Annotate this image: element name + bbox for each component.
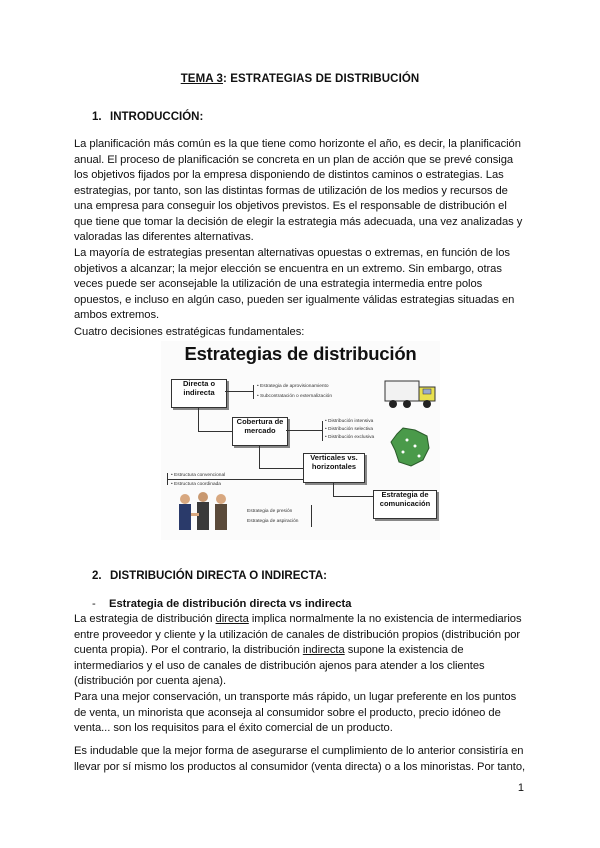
note-vertical-2: • Estructura coordinada xyxy=(171,482,221,487)
connector xyxy=(198,407,199,432)
connector xyxy=(259,445,260,469)
subheading-directa-indirecta: - Estrategia de distribución directa vs indirecta xyxy=(92,598,352,610)
note-cobertura-2: • Distribución selectiva xyxy=(325,427,374,432)
business-people-illustration xyxy=(175,491,231,535)
diagram-title: Estrategias de distribución xyxy=(184,343,417,364)
truck-illustration xyxy=(383,375,439,411)
note-directa-2: • Subcontratación o externalización xyxy=(257,394,333,399)
section-heading-introduccion: 1. INTRODUCCIÓN: xyxy=(92,111,204,123)
connector xyxy=(225,391,253,392)
intro-paragraph-3: Cuatro decisiones estratégicas fundamentales: xyxy=(74,326,305,338)
connector xyxy=(198,431,232,432)
france-map-illustration xyxy=(389,426,433,468)
box-verticales-horizontales: Verticales vs. horizontales xyxy=(303,453,365,483)
box-estrategia-comunicacion: Estrategia de comunicación xyxy=(373,490,437,519)
note-cobertura-3: • Distribución exclusiva xyxy=(325,435,375,440)
page-title: TEMA 3: ESTRATEGIAS DE DISTRIBUCIÓN xyxy=(180,73,420,85)
note-vertical-1: • Estructura convencional xyxy=(171,473,226,478)
note-comunicacion-1: Estrategia de presión xyxy=(247,509,293,514)
box-directa-indirecta: Directa o indirecta xyxy=(171,379,227,408)
intro-paragraph-1: La planificación más común es la que tiene como horizonte el año, es decir, la planificación anual. El proceso de planificación se concreta en un plan de acción que se prevé consiga los objetivos fijados por la empresa disponiendo de distintos caminos o estrategias. Las estrategias, por tanto, son las distintas formas de utilización de los medios y recursos de una empresa para conseguir los objetivos previstos. Es el responsable de distribución el que tiene que tomar la decisión de elegir la estrategia más adecuada, una vez analizadas y valoradas las diferentes alternativas. xyxy=(74,138,523,243)
connector xyxy=(286,430,322,431)
connector xyxy=(253,385,254,399)
connector xyxy=(322,421,323,441)
section2-paragraph-1: La estrategia de distribución directa implica normalmente la no existencia de intermediarios entre proveedor y cliente y la utilización de canales de distribución propios (distribución por cuenta propia). Por el contrario, la distribución indirecta supone la existencia de intermediarios y el uso de canales de distribución ajenos para atender a los clientes (distribución por cuenta ajena). xyxy=(74,613,522,687)
section-heading-distribucion: 2. DISTRIBUCIÓN DIRECTA O INDIRECTA: xyxy=(92,570,328,582)
section2-paragraph-3: Es indudable que la mejor forma de asegurarse el cumplimiento de lo anterior consistiría en llevar por sí mismo los productos al consumidor (venta directa) o a los minoristas. Por tanto, xyxy=(74,745,526,773)
connector xyxy=(333,496,373,497)
note-comunicacion-2: Estrategia de aspiración xyxy=(247,519,299,524)
section2-paragraph-2: Para una mejor conservación, un transporte más rápido, un lugar preferente en los puntos de venta, un minorista que aconseja al consumidor sobre el producto, precio idóneo de venta... son los requisitos para el éxito comercial de un producto. xyxy=(74,691,517,734)
intro-paragraph-2: La mayoría de estrategias presentan alternativas opuestas o extremas, en función de los objetivos a alcanzar; la mejor elección se encuentra en un extremo. Sin embargo, otras veces puede ser aconsejable la utilización de una estrategia intermedia entre polos opuestos, e incluso en algún caso, pueden ser igualmente válidas estrategias situadas en ambos extremos. xyxy=(74,247,515,321)
strategy-diagram xyxy=(161,341,440,540)
connector xyxy=(167,479,303,480)
note-cobertura-1: • Distribución intensiva xyxy=(325,419,374,424)
connector xyxy=(333,482,334,497)
box-cobertura-mercado: Cobertura de mercado xyxy=(232,417,288,446)
page-number: 1 xyxy=(517,782,524,794)
connector xyxy=(311,505,312,527)
note-directa-1: • Estrategia de aprovisionamiento xyxy=(257,384,329,389)
